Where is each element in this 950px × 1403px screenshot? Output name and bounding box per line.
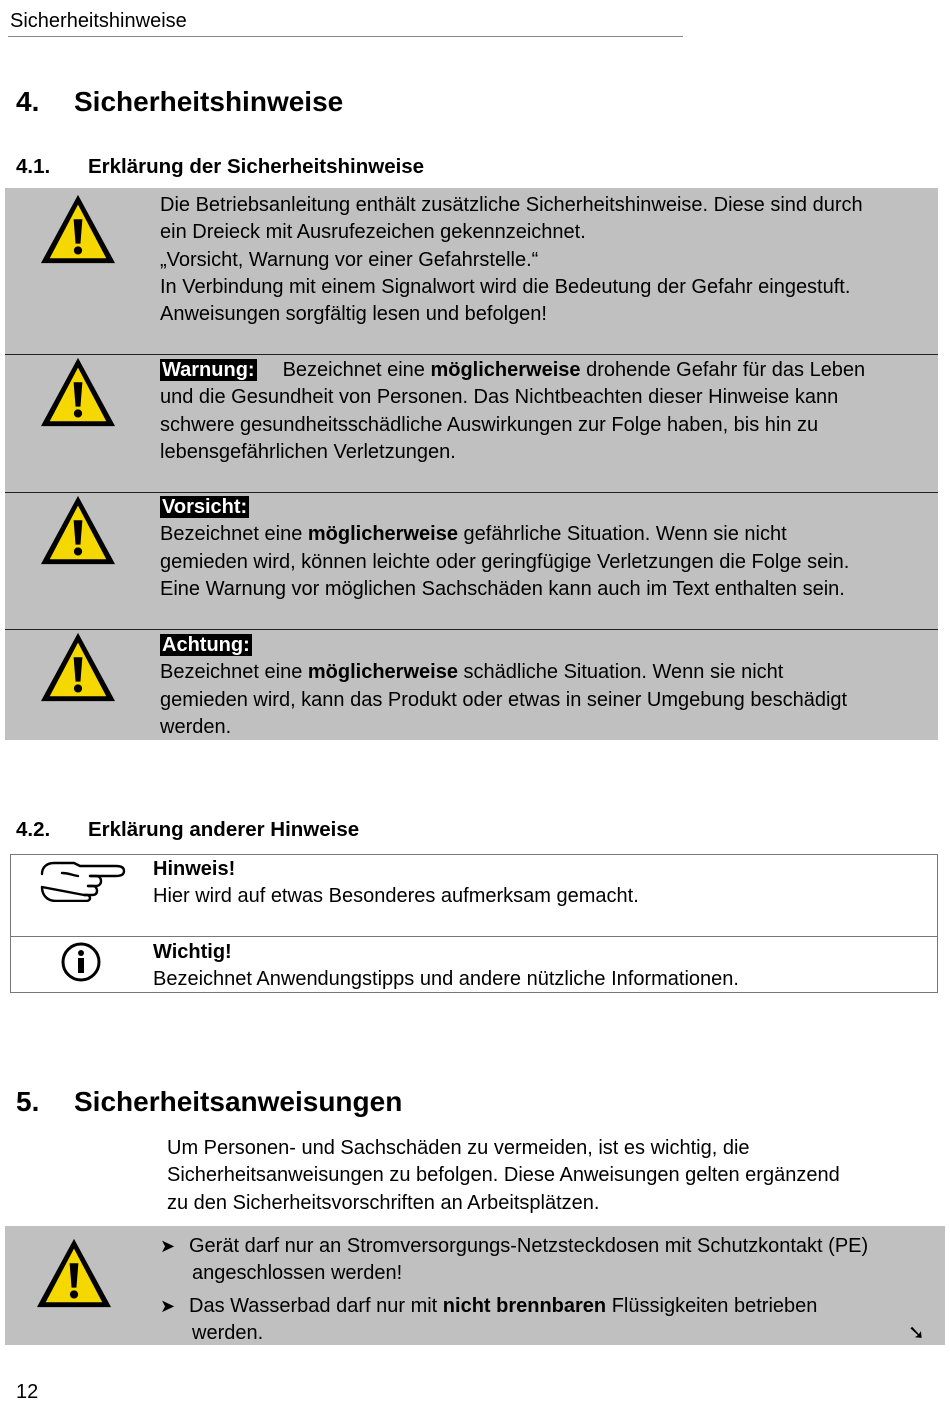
subsection-number: 4.2. bbox=[16, 818, 51, 841]
bullet-item bbox=[160, 1293, 940, 1320]
text-fragment: Bezeichnet eine bbox=[282, 359, 431, 381]
divider bbox=[5, 492, 938, 493]
text-fragment: Bezeichnet eine bbox=[160, 661, 308, 684]
wichtig-label: Wichtig! bbox=[153, 941, 232, 963]
hinweis-note bbox=[153, 856, 923, 911]
warning-triangle-icon bbox=[39, 192, 117, 266]
text-fragment: schädliche Situation. Wenn sie nicht bbox=[457, 661, 784, 684]
emphasis: nicht brennbaren bbox=[442, 1295, 607, 1317]
text-fragment: gefährliche Situation. Wenn sie nicht bbox=[457, 523, 787, 546]
section-5-intro bbox=[167, 1135, 927, 1217]
subsection-title: Erklärung der Sicherheitshinweise bbox=[88, 155, 425, 178]
text-line: Sicherheitsanweisungen zu befolgen. Diese Anweisungen gelten ergänzend bbox=[167, 1164, 840, 1187]
hinweis-text: Hier wird auf etwas Besonderes aufmerksam gemacht. bbox=[153, 885, 639, 908]
emphasis: möglicherweise bbox=[430, 359, 581, 381]
text-line: und die Gesundheit von Personen. Das Nichtbeachten dieser Hinweise kann bbox=[160, 386, 839, 409]
signal-word-achtung: Achtung: bbox=[162, 634, 250, 656]
section-title: Sicherheitshinweise bbox=[74, 86, 344, 117]
signal-word-vorsicht: Vorsicht: bbox=[162, 496, 248, 518]
bullet-item bbox=[160, 1233, 940, 1260]
signal-word-warnung: Warnung: bbox=[162, 359, 255, 381]
text-line: gemieden wird, können leichte oder geringfügige Verletzungen die Folge sein. bbox=[160, 550, 850, 573]
section-5-heading bbox=[16, 1086, 616, 1120]
divider bbox=[5, 354, 938, 355]
wichtig-note bbox=[153, 939, 923, 994]
text-line: zu den Sicherheitsvorschriften an Arbeitsplätzen. bbox=[167, 1191, 600, 1214]
text-line: Die Betriebsanleitung enthält zusätzliche Sicherheitshinweise. Diese sind durch bbox=[160, 194, 863, 216]
bullet-text: Gerät darf nur an Stromversorgungs-Netzsteckdosen mit Schutzkontakt (PE) bbox=[189, 1235, 869, 1257]
text-line: „Vorsicht, Warnung vor einer Gefahrstelle.“ bbox=[160, 248, 539, 271]
text-line: gemieden wird, kann das Produkt oder etwas in seiner Umgebung beschädigt bbox=[160, 688, 848, 711]
emphasis: möglicherweise bbox=[307, 661, 458, 684]
subsection-4-1-heading bbox=[16, 155, 616, 181]
text-line: ein Dreieck mit Ausrufezeichen gekennzeichnet. bbox=[160, 221, 586, 244]
section-number: 5. bbox=[16, 1086, 40, 1117]
section-4-heading bbox=[16, 86, 616, 120]
warnung-note bbox=[160, 357, 935, 466]
wichtig-text: Bezeichnet Anwendungstipps und andere nützliche Informationen. bbox=[153, 968, 739, 991]
vorsicht-note bbox=[160, 494, 935, 603]
hinweis-label: Hinweis! bbox=[153, 858, 236, 880]
running-header: Sicherheitshinweise bbox=[10, 10, 187, 32]
text-fragment: drohende Gefahr für das Leben bbox=[580, 359, 866, 381]
text-line: Um Personen- und Sachschäden zu vermeiden, ist es wichtig, die bbox=[167, 1137, 750, 1159]
text-line: Anweisungen sorgfältig lesen und befolgen! bbox=[160, 303, 547, 326]
warning-triangle-icon bbox=[39, 493, 117, 567]
subsection-4-2-heading bbox=[16, 818, 616, 844]
section-number: 4. bbox=[16, 86, 40, 117]
text-line: werden. bbox=[160, 715, 232, 738]
info-circle-icon bbox=[60, 941, 102, 983]
text-line: lebensgefährlichen Verletzungen. bbox=[160, 440, 456, 463]
text-fragment: Das Wasserbad darf nur mit bbox=[189, 1295, 443, 1317]
arrowhead-bullet-icon: ➤ bbox=[160, 1236, 176, 1256]
text-line: Eine Warnung vor möglichen Sachschäden kann auch im Text enthalten sein. bbox=[160, 577, 845, 600]
bullet-text-continued: werden. bbox=[192, 1322, 264, 1344]
divider bbox=[5, 629, 938, 630]
section-title: Sicherheitsanweisungen bbox=[74, 1086, 403, 1117]
emphasis: möglicherweise bbox=[307, 523, 458, 546]
text-line: schwere gesundheitsschädliche Auswirkungen zur Folge haben, bis hin zu bbox=[160, 413, 819, 436]
bullet-text bbox=[189, 1293, 817, 1320]
warning-triangle-icon bbox=[39, 355, 117, 429]
warning-triangle-icon bbox=[39, 630, 117, 704]
text-fragment: Flüssigkeiten betrieben bbox=[606, 1295, 818, 1317]
safety-intro bbox=[160, 192, 935, 328]
text-line: In Verbindung mit einem Signalwort wird die Bedeutung der Gefahr eingestuft. bbox=[160, 275, 851, 298]
page-number: 12 bbox=[16, 1381, 39, 1403]
continue-arrow-icon: ➘ bbox=[908, 1320, 925, 1344]
warning-triangle-icon bbox=[35, 1236, 113, 1310]
bullet-text-continued: angeschlossen werden! bbox=[192, 1262, 403, 1284]
text-fragment: Bezeichnet eine bbox=[160, 523, 308, 546]
pointing-hand-icon bbox=[38, 858, 126, 902]
subsection-title: Erklärung anderer Hinweise bbox=[88, 818, 360, 841]
subsection-number: 4.1. bbox=[16, 155, 51, 178]
arrowhead-bullet-icon: ➤ bbox=[160, 1296, 176, 1316]
header-rule bbox=[8, 36, 683, 37]
achtung-note bbox=[160, 632, 935, 741]
divider bbox=[10, 936, 938, 937]
